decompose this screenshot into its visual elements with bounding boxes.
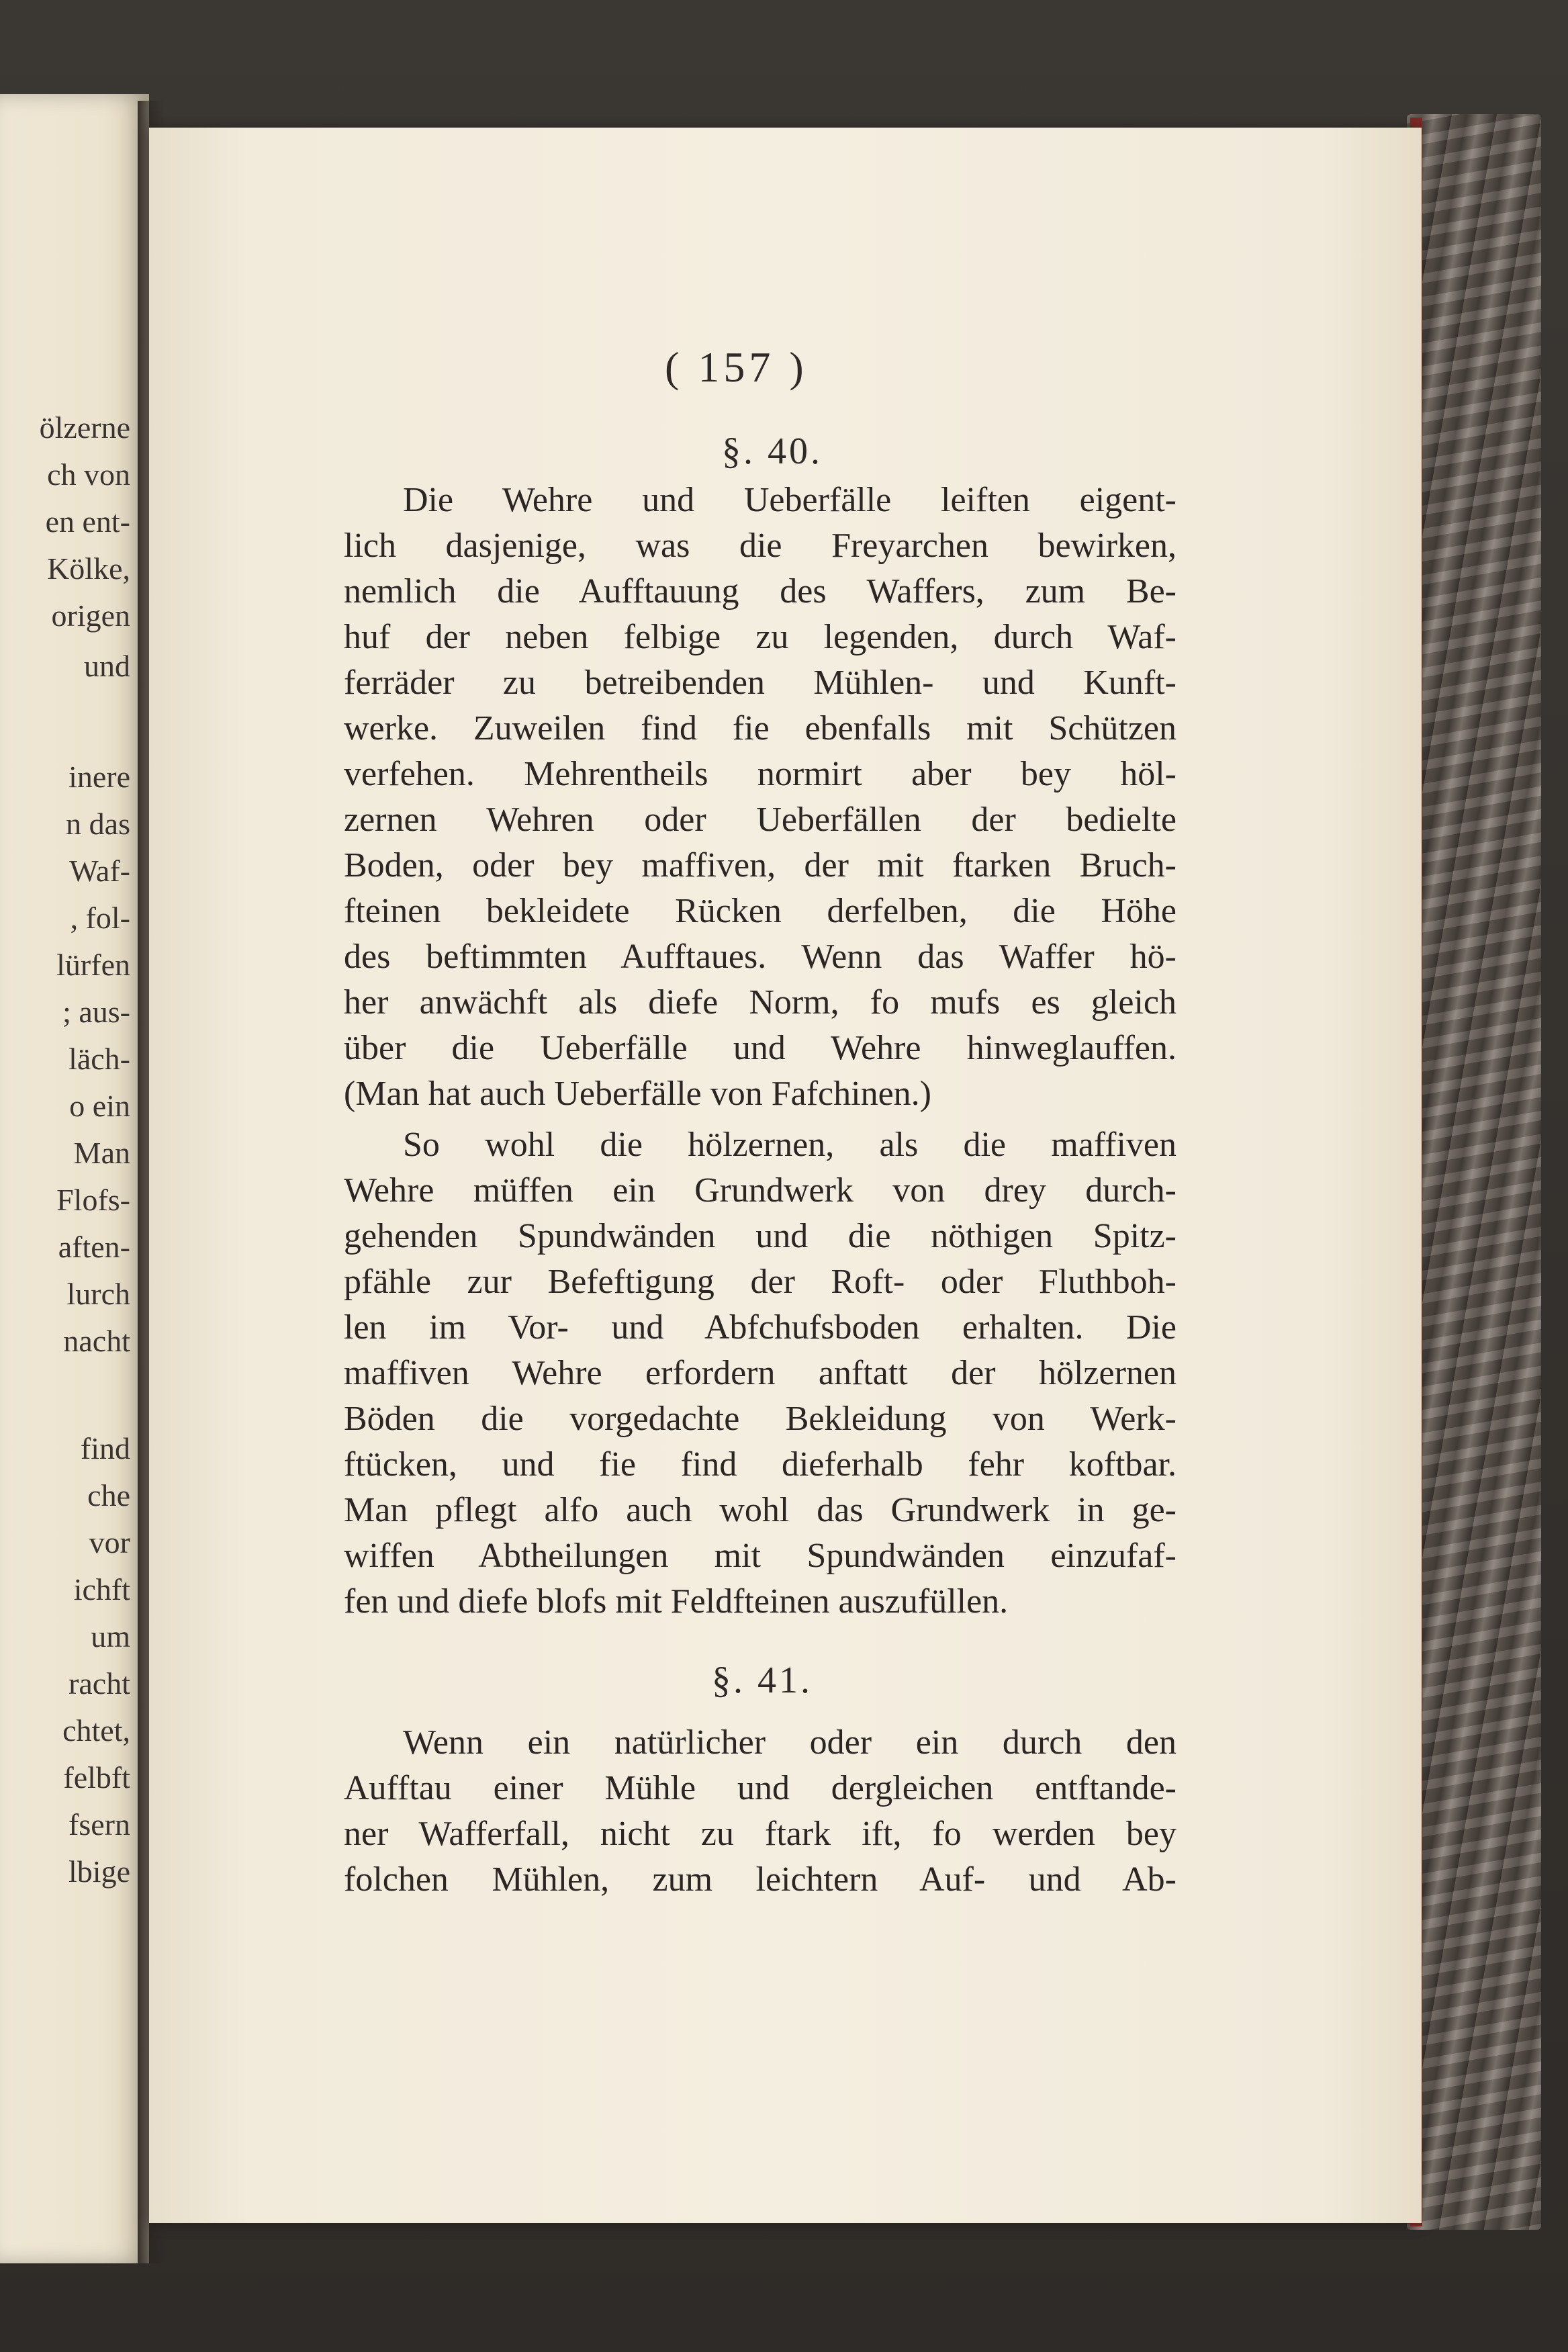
left-fragment: racht bbox=[68, 1666, 130, 1701]
text-line: verfehen. Mehrentheils normirt aber bey höl- bbox=[344, 755, 1177, 793]
text-line: des beftimmten Aufftaues. Wenn das Waffer hö- bbox=[344, 938, 1177, 976]
text-line: gehenden Spundwänden und die nöthigen Spitz- bbox=[344, 1217, 1177, 1255]
text-line: pfähle zur Befeftigung der Roft- oder Fluthboh- bbox=[344, 1263, 1177, 1301]
left-fragment: lbige bbox=[68, 1854, 130, 1889]
text-line: (Man hat auch Ueberfälle von Fafchinen.) bbox=[344, 1075, 931, 1113]
left-fragment: lurch bbox=[66, 1277, 130, 1311]
text-line: werke. Zuweilen find fie ebenfalls mit Schützen bbox=[344, 709, 1177, 748]
text-line: zernen Wehren oder Ueberfällen der bedielte bbox=[344, 801, 1177, 839]
left-fragment: Waf- bbox=[69, 854, 130, 888]
left-fragment: Man bbox=[73, 1136, 130, 1170]
marbled-cover-board bbox=[1407, 114, 1541, 2230]
left-fragment: ölzerne bbox=[39, 410, 130, 445]
left-fragment: o ein bbox=[69, 1089, 130, 1123]
section-heading-41: §. 41. bbox=[712, 1660, 813, 1701]
text-line: her anwächft als diefe Norm, fo mufs es gleich bbox=[344, 983, 1177, 1022]
left-fragment: inere bbox=[68, 760, 130, 794]
left-fragment: , fol- bbox=[70, 901, 130, 935]
left-fragment: ch von bbox=[47, 457, 130, 492]
text-line: maffiven Wehre erfordern anftatt der hölzernen bbox=[344, 1354, 1177, 1392]
text-line: ferräder zu betreibenden Mühlen- und Kunft- bbox=[344, 664, 1177, 702]
text-line: len im Vor- und Abfchufsboden erhalten. Die bbox=[344, 1308, 1177, 1347]
text-line: wiffen Abtheilungen mit Spundwänden einzufaf- bbox=[344, 1537, 1177, 1575]
text-line: Wehre müffen ein Grundwerk von drey durch- bbox=[344, 1171, 1177, 1210]
left-fragment: um bbox=[91, 1619, 130, 1654]
text-line: über die Ueberfälle und Wehre hinweglauffen. bbox=[344, 1029, 1177, 1067]
left-fragment: che bbox=[87, 1478, 130, 1512]
section-heading-40: §. 40. bbox=[722, 431, 823, 472]
text-line: Wenn ein natürlicher oder ein durch den bbox=[403, 1723, 1177, 1762]
text-line: folchen Mühlen, zum leichtern Auf- und Ab- bbox=[344, 1860, 1177, 1899]
left-fragment: lürfen bbox=[56, 948, 130, 982]
text-line: nemlich die Aufftauung des Waffers, zum Be- bbox=[344, 572, 1177, 610]
text-line: fen und diefe blofs mit Feldfteinen auszufüllen. bbox=[344, 1582, 1009, 1621]
text-line: ftücken, und fie find dieferhalb fehr koftbar. bbox=[344, 1445, 1177, 1484]
left-fragment: ; aus- bbox=[62, 995, 130, 1029]
left-fragment: chtet, bbox=[62, 1713, 130, 1748]
left-fragment: ichft bbox=[73, 1572, 130, 1607]
left-fragment: en ent- bbox=[45, 504, 130, 539]
left-fragment: n das bbox=[66, 807, 130, 841]
left-fragment: läch- bbox=[68, 1042, 130, 1076]
left-fragment: aften- bbox=[58, 1230, 130, 1264]
left-fragment: Flofs- bbox=[56, 1183, 130, 1217]
left-fragment: find bbox=[80, 1431, 130, 1465]
text-line: So wohl die hölzernen, als die maffiven bbox=[403, 1126, 1177, 1164]
left-fragment: und bbox=[84, 649, 130, 683]
text-line: huf der neben felbige zu legenden, durch Waf- bbox=[344, 618, 1177, 656]
left-fragment: felbft bbox=[63, 1760, 130, 1795]
text-line: Die Wehre und Ueberfälle leiften eigent- bbox=[403, 481, 1177, 519]
left-fragment: origen bbox=[51, 598, 130, 633]
left-fragment: Kölke, bbox=[47, 551, 130, 586]
text-line: Boden, oder bey maffiven, der mit ftarken Bruch- bbox=[344, 846, 1177, 885]
left-fragment: fsern bbox=[68, 1807, 130, 1842]
left-facing-page bbox=[0, 94, 149, 2263]
text-line: fteinen bekleidete Rücken derfelben, die Höhe bbox=[344, 892, 1177, 930]
left-fragment: vor bbox=[89, 1525, 130, 1559]
left-fragment: nacht bbox=[63, 1324, 130, 1358]
text-line: ner Wafferfall, nicht zu ftark ift, fo werden bey bbox=[344, 1815, 1177, 1853]
text-line: Man pflegt alfo auch wohl das Grundwerk in ge- bbox=[344, 1491, 1177, 1529]
text-line: Aufftau einer Mühle und dergleichen entftande- bbox=[344, 1769, 1177, 1807]
text-line: lich dasjenige, was die Freyarchen bewirken, bbox=[344, 527, 1177, 565]
text-line: Böden die vorgedachte Bekleidung von Werk- bbox=[344, 1400, 1177, 1438]
page-header: ( 157 ) bbox=[665, 343, 808, 391]
